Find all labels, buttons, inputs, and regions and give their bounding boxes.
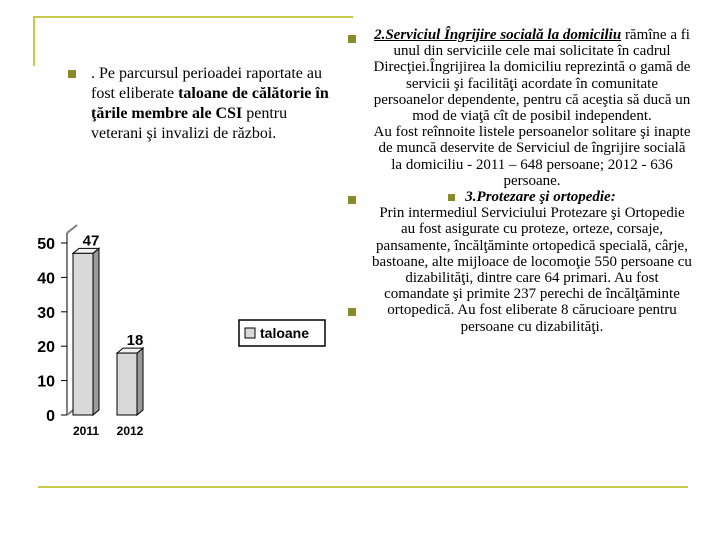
section-2-text: rămîne a fi unul din serviciile cele mai solicitate în cadrul Direcţiei.Îngrijirea la domiciliu reprezintă o gamă de servicii şi facilităţi acordate în comunitate persoanelor dependente, pentru că aceştia să ducă un mod de viaţă cît de posibil independent. bbox=[373, 27, 691, 125]
y-tick-label: 40 bbox=[37, 270, 55, 288]
bar-2012 bbox=[117, 353, 137, 415]
y-axis bbox=[37, 225, 77, 425]
decorative-vertical-line bbox=[33, 16, 35, 66]
lists-paragraph: Au fost reînnoite listele persoanelor solitare şi inapte de muncă deservite de Serviciul de îngrijire socială la domiciliu - 2011 – 648 persoane; 2012 - 636 persoane. bbox=[373, 124, 691, 189]
left-paragraph-prefix: . Pe parcursul perioadei raportate au fost eliberate bbox=[91, 65, 323, 102]
bar-side bbox=[93, 248, 99, 415]
left-paragraph-suffix: pentru veterani şi invalizi de război. bbox=[91, 105, 288, 142]
bar-chart bbox=[25, 215, 355, 445]
legend-label: taloane bbox=[260, 325, 310, 341]
decorative-top-line bbox=[33, 16, 353, 18]
legend-swatch bbox=[245, 328, 255, 338]
data-label-2012: 18 bbox=[126, 332, 144, 350]
section-3-title: 3.Protezare şi ortopedie: bbox=[465, 189, 616, 206]
decorative-bottom-line bbox=[38, 486, 688, 488]
legend bbox=[239, 320, 325, 346]
x-tick-label: 2011 bbox=[72, 424, 100, 438]
right-column bbox=[372, 27, 692, 335]
y-tick-label: 0 bbox=[46, 408, 55, 425]
y-tick-label: 10 bbox=[37, 373, 55, 391]
y-tick-label: 30 bbox=[37, 304, 55, 322]
x-axis-labels bbox=[73, 424, 144, 438]
section-3-heading bbox=[372, 189, 692, 205]
x-tick-label: 2012 bbox=[116, 424, 144, 438]
protezare-paragraph: Prin intermediul Serviciului Protezare şi Ortopedie au fost asigurate cu proteze, orteze, corsaje, pansamente, încălţăminte ortopedică specială, cârje, bastoane, alte mijloace de locomoţie 550 persoane cu dizabilităţi, dintre care 64 primari. Au fost comandate şi primite 237 perechi de încălţăminte ortopedică. Au fost eliberate 8 cărucioare pentru persoane cu dizabilităţi. bbox=[372, 205, 692, 335]
y-tick-label: 20 bbox=[37, 339, 55, 357]
bar-2011 bbox=[73, 253, 93, 415]
bars bbox=[73, 232, 143, 415]
sub-bullet bbox=[448, 194, 455, 201]
data-label-2011: 47 bbox=[82, 232, 100, 250]
bullet-left bbox=[68, 70, 76, 78]
y-tick-label: 50 bbox=[37, 236, 55, 253]
section-2-title: 2.Serviciul Îngrijire socială la domiciliu bbox=[374, 27, 622, 43]
left-paragraph bbox=[91, 64, 331, 144]
left-paragraph-bold: taloane de călătorie în ţările membre ale CSI bbox=[91, 85, 329, 122]
bullet-right-1 bbox=[348, 35, 356, 43]
bar-side bbox=[137, 348, 143, 415]
section-2-paragraph bbox=[372, 27, 692, 124]
bullet-right-2 bbox=[348, 196, 356, 204]
y-axis-top-edge bbox=[67, 225, 77, 233]
